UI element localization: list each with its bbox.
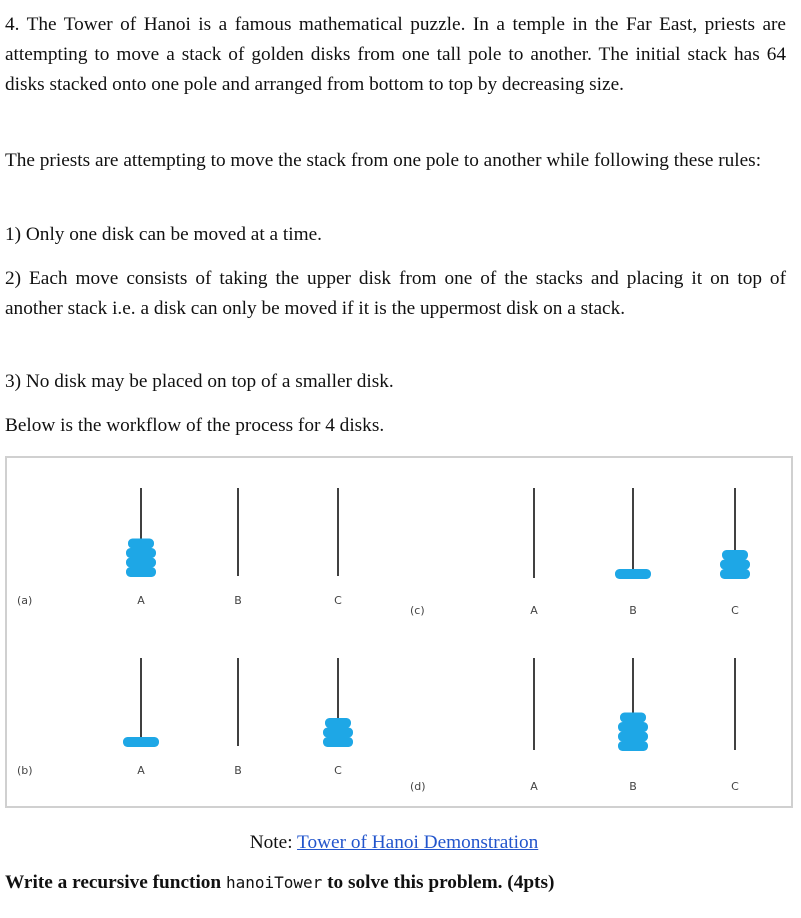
disk [126,567,156,577]
panel-label: (c) [410,604,425,617]
disk [720,569,750,579]
disk [615,569,651,579]
disk [323,737,353,747]
pole-label: B [234,764,242,777]
hanoi-diagram [7,458,791,806]
note-prefix: Note: [249,832,298,853]
disk [618,741,648,751]
disk [618,732,648,742]
pole-label: C [334,594,342,607]
note [0,832,788,854]
pole-label: C [334,764,342,777]
rule-1: 1) Only one disk can be moved at a time. [5,224,322,245]
panel-label: (a) [17,594,33,607]
disk [128,539,154,549]
disk [325,718,351,728]
pole-label: A [530,780,538,793]
pole-label: A [137,594,145,607]
disk [722,550,748,560]
question-intro: 4. The Tower of Hanoi is a famous mathematical puzzle. In a temple in the Far East, priests are attempting to move a stack of golden disks from one tall pole to another. The initial stack has 64 disks stacked onto one pole and arranged from bottom to top by decreasing size. [5,14,786,95]
disk [720,560,750,570]
disk [126,548,156,558]
function-name: hanoiTower [225,873,323,892]
pole-label: B [629,780,637,793]
disk [123,737,159,747]
task-statement [5,872,554,894]
pole-label: A [530,604,538,617]
disk [126,558,156,568]
rule-2: 2) Each move consists of taking the upper disk from one of the stacks and placing it on top of another stack i.e. a disk can only be moved if it is the uppermost disk on a stack. [5,268,786,319]
pole-label: C [731,604,739,617]
rule-3: 3) No disk may be placed on top of a smaller disk. [5,371,394,392]
pole-label: A [137,764,145,777]
panel-label: (d) [410,780,426,793]
disk [620,713,646,723]
demo-link[interactable]: Tower of Hanoi Demonstration [297,832,539,853]
panel-label: (b) [17,764,33,777]
hanoi-workflow-figure [5,456,793,808]
rules-intro: The priests are attempting to move the stack from one pole to another while following these rules: [5,150,762,171]
pole-label: B [234,594,242,607]
pole-label: C [731,780,739,793]
disk [618,722,648,732]
disk [323,728,353,738]
task-text-2: to solve this problem. (4pts) [322,872,555,893]
workflow-caption: Below is the workflow of the process for 4 disks. [5,415,385,436]
task-text-1: Write a recursive function [5,872,226,893]
pole-label: B [629,604,637,617]
